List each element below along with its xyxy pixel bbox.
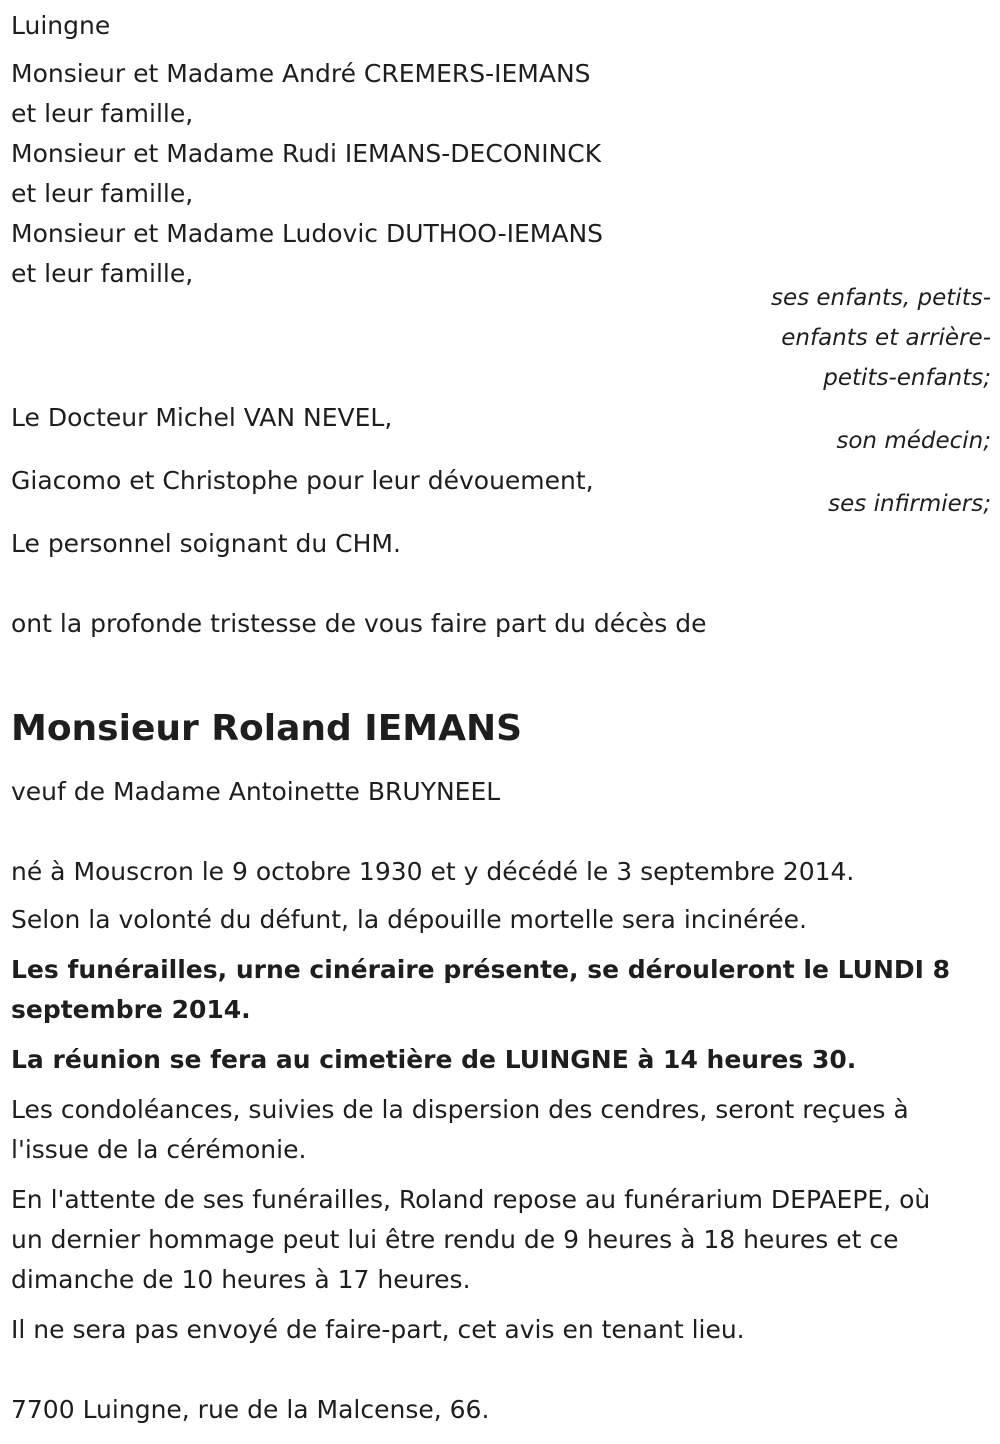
meeting-line: La réunion se fera au cimetière de LUINGNE à 14 heures 30. <box>11 1045 857 1074</box>
birth-death-line: né à Mouscron le 9 octobre 1930 et y décédé le 3 septembre 2014. <box>11 857 855 886</box>
family-line: Monsieur et Madame Rudi IEMANS-DECONINCK <box>11 139 602 168</box>
nurses-name: Giacomo et Christophe pour leur dévouement, <box>11 466 594 495</box>
no-notice-line: Il ne sera pas envoyé de faire-part, cet avis en tenant lieu. <box>11 1315 745 1344</box>
relationship-note-line: petits-enfants; <box>823 365 991 391</box>
family-line: Monsieur et Madame André CREMERS-IEMANS <box>11 59 591 88</box>
announcement-text: ont la profonde tristesse de vous faire part du décès de <box>11 609 707 638</box>
funerarium-line: un dernier hommage peut lui être rendu de 9 heures à 18 heures et ce <box>11 1225 899 1254</box>
deceased-name: Monsieur Roland IEMANS <box>11 708 523 750</box>
family-line: et leur famille, <box>11 99 194 128</box>
family-line: Monsieur et Madame Ludovic DUTHOO-IEMANS <box>11 219 604 248</box>
relationship-note-line: enfants et arrière- <box>781 325 991 351</box>
relationship-note-line: ses enfants, petits- <box>770 285 991 311</box>
funerarium-line: dimanche de 10 heures à 17 heures. <box>11 1265 471 1294</box>
location-header: Luingne <box>11 11 111 40</box>
condolences-line: l'issue de la cérémonie. <box>11 1135 307 1164</box>
doctor-name: Le Docteur Michel VAN NEVEL, <box>11 403 393 432</box>
funeral-line: septembre 2014. <box>11 995 251 1024</box>
address-line: 7700 Luingne, rue de la Malcense, 66. <box>11 1395 490 1424</box>
widower-line: veuf de Madame Antoinette BRUYNEEL <box>11 777 501 806</box>
care-staff: Le personnel soignant du CHM. <box>11 529 401 558</box>
doctor-note: son médecin; <box>836 428 991 454</box>
condolences-line: Les condoléances, suivies de la dispersion des cendres, seront reçues à <box>11 1095 909 1124</box>
cremation-line: Selon la volonté du défunt, la dépouille mortelle sera incinérée. <box>11 905 807 934</box>
family-line: et leur famille, <box>11 259 194 288</box>
funeral-line: Les funérailles, urne cinéraire présente, se dérouleront le LUNDI 8 <box>11 955 951 984</box>
funerarium-line: En l'attente de ses funérailles, Roland repose au funérarium DEPAEPE, où <box>11 1185 931 1214</box>
nurses-note: ses infirmiers; <box>828 491 991 517</box>
family-line: et leur famille, <box>11 179 194 208</box>
